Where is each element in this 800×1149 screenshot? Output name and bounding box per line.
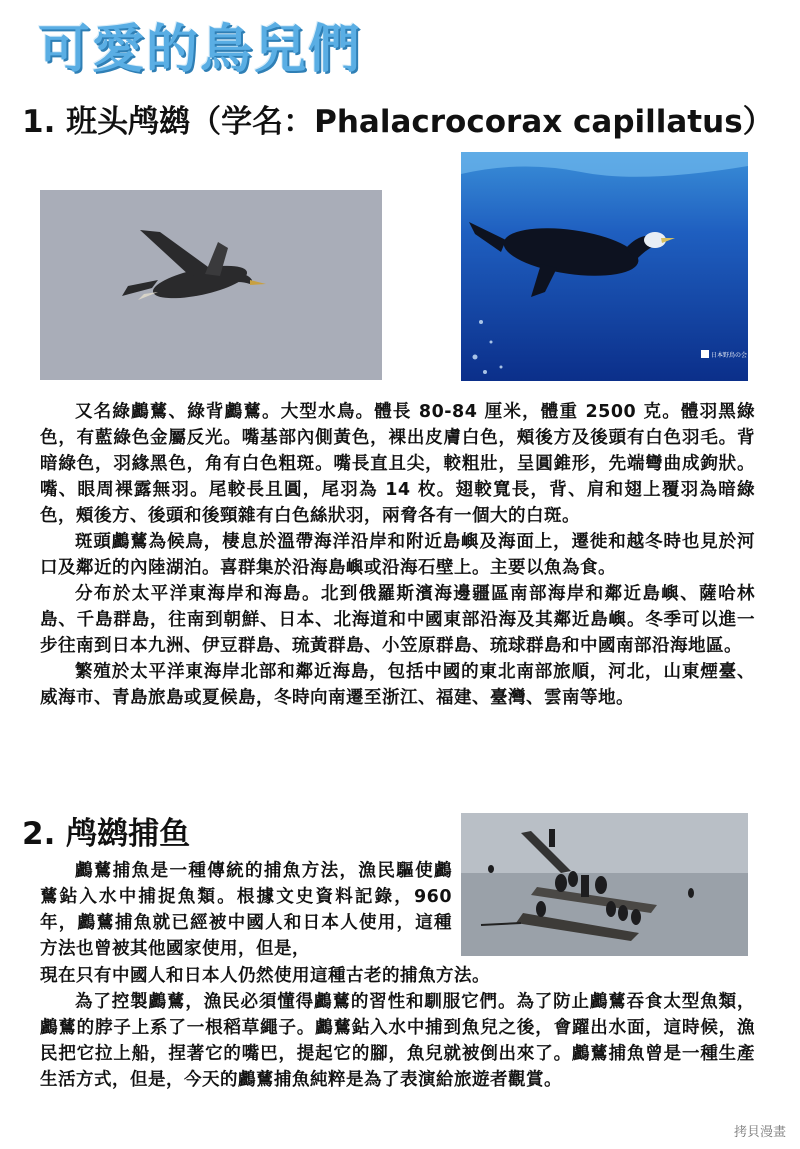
cormorant-diving-photo (461, 152, 748, 381)
section2-paragraph-1: 鸕鶿捕魚是一種傳統的捕魚方法，漁民驅使鸕鶿鉆入水中捕捉魚類。根據文史資料記錄，960 年，鸕鶿捕魚就已經被中國人和日本人使用，這種方法也曾被其他國家使用，但是， (40, 861, 452, 959)
section1-heading: 1. 班头鸬鹚（学名：Phalacrocorax capillatus） (22, 104, 774, 140)
section1-paragraph-1: 又名綠鸕鶿、綠背鸕鶿。大型水鳥。體長 80-84 厘米，體重 2500 克。體羽黑綠色，有藍綠色金屬反光。嘴基部內側黃色，裸出皮膚白色，頰後方及後頭有白色羽毛。背暗綠色，羽緣黑色，角有白色粗斑。嘴長直且尖，較粗壯，呈圓錐形，先端彎曲成鉤狀。嘴、眼周裸露無羽。尾較長且圓，尾羽為 14 枚。翅較寬長，背、肩和翅上覆羽為暗綠色，頰後方、後頭和後頸雜有白色絲狀羽，兩脅各有一個大的白斑。 (40, 402, 755, 526)
section2-text (40, 966, 755, 1093)
photo-badge: 日本野鳥の会 (711, 352, 748, 359)
section1-paragraph-4: 繁殖於太平洋東海岸北部和鄰近海島，包括中國的東北南部旅順，河北，山東煙臺、威海市、青島旅島或夏候島，冬時向南遷至浙江、福建、臺灣、雲南等地。 (40, 662, 755, 708)
section1-paragraph-2: 斑頭鸕鶿為候鳥，棲息於溫帶海洋沿岸和附近島嶼及海面上，遷徙和越冬時也見於河口及鄰近的內陸湖泊。喜群集於沿海島嶼或沿海石壁上。主要以魚為食。 (40, 532, 755, 578)
section2-paragraph-1-continued: 現在只有中國人和日本人仍然使用這種古老的捕魚方法。 (40, 966, 490, 986)
watermark: 拷貝漫畫 (730, 1120, 790, 1141)
page-title: 可愛的鳥兒們 (38, 20, 363, 80)
section2-text-beside-photo (40, 858, 452, 962)
section2-paragraph-2: 為了控製鸕鶿，漁民必須懂得鸕鶿的習性和馴服它們。為了防止鸕鶿吞食太型魚類，鸕鶿的脖子上系了一根稻草繩子。鸕鶿鉆入水中捕到魚兒之後，會躍出水面，這時候，漁民把它拉上船，捏著它的嘴巴，提起它的腳，魚兒就被倒出來了。鸕鶿捕魚曾是一種生產生活方式，但是，今天的鸕鶿捕魚純粹是為了表演給旅遊者觀賞。 (40, 992, 755, 1090)
cormorant-flying-photo (40, 190, 382, 380)
section1-paragraph-3: 分布於太平洋東海岸和海島。北到俄羅斯濱海邊疆區南部海岸和鄰近島嶼、薩哈林島、千島群島，往南到朝鮮、日本、北海道和中國東部沿海及其鄰近島嶼。冬季可以進一步往南到日本九洲、伊豆群島、琉黃群島、小笠原群島、琉球群島和中國南部沿海地區。 (40, 584, 755, 656)
cormorant-fishing-photo (461, 813, 748, 956)
section1-text (40, 399, 755, 711)
section2-heading: 2. 鸬鹚捕鱼 (22, 816, 191, 852)
